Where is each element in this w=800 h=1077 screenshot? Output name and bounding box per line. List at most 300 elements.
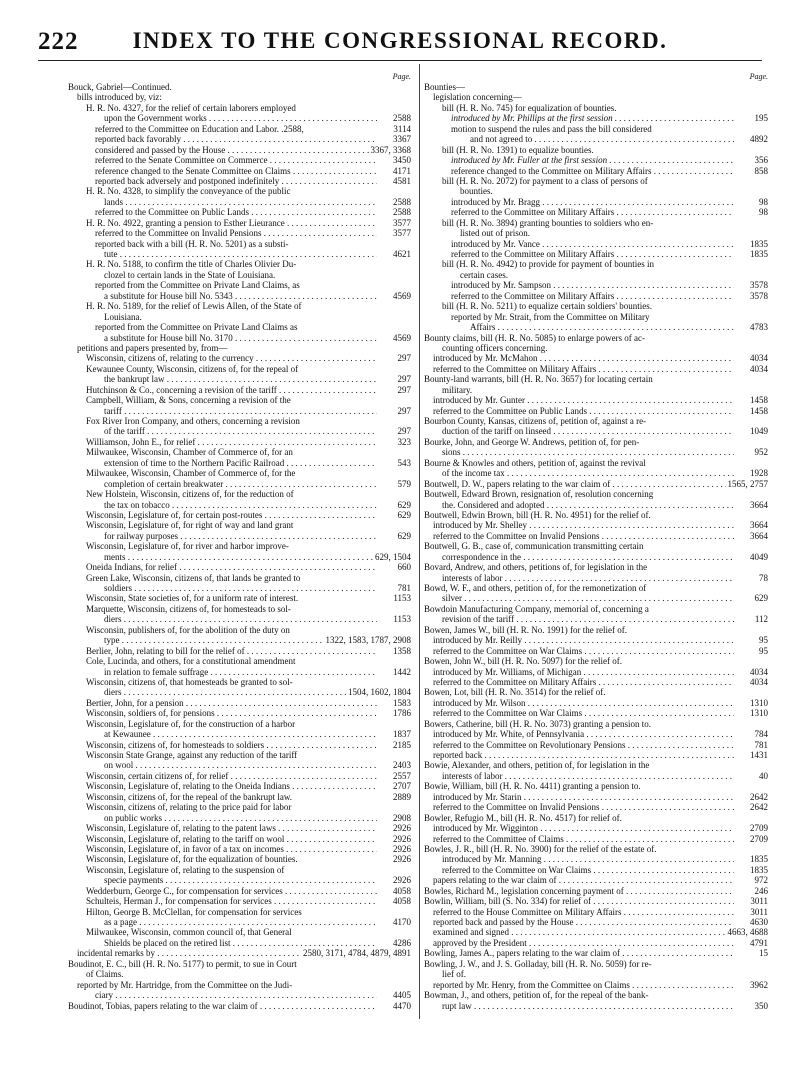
index-line [68,771,411,781]
index-line [424,687,768,697]
index-line [424,103,768,113]
index-line [68,656,411,666]
entry-text: introduced by Mr. Manning . . . [424,854,734,864]
page-reference: 4621 [393,249,411,259]
entry-text: legislation concerning— [433,92,522,103]
page-reference: 3450 [393,155,411,166]
index-line [424,510,768,520]
page-reference: 2908 [393,812,411,823]
page-reference: 629 [754,593,768,604]
page-reference: 3011 [750,896,768,907]
index-line [424,395,768,405]
page-reference: 112 [754,614,768,625]
page-reference: 1835 [750,238,768,249]
entry-text: Wisconsin, citizens of, for homesteads to soldiers . . . [68,740,377,750]
page-reference: 781 [754,739,768,750]
entry-text: Milwaukee, Wisconsin, Chamber of Commerce of, for an [86,447,293,458]
entry-text: interests of labor . . . [424,573,734,583]
index-line [68,416,411,426]
entry-text: Bowen, John W., bill (H. R. No. 5097) for the relief of. [424,656,622,667]
index-line [424,740,768,750]
entry-text: of the tariff . . . [68,426,377,436]
index-line [68,583,411,593]
entry-text: Bowdoin Manufacturing Company, memorial of, concerning a [424,603,649,614]
index-line [424,562,768,572]
entry-text: Bertier, John, for a pension . . . [68,698,377,708]
entry-text: at Kewaunee . . . [68,729,377,739]
index-line [424,698,768,708]
entry-text: Schulteis, Herman J., for compensation for services . . . [68,896,377,906]
entry-text: Bourke, John, and George W. Andrews, petition of, for pen- [424,436,640,447]
index-line [68,990,411,1000]
index-line [424,207,768,217]
index-line [68,907,411,917]
entry-text: a substitute for House bill No. 5343 . . . [68,291,377,301]
entry-text: incidental remarks by . . . [68,948,377,958]
entry-text: bill (H. R. No. 2072) for payment to a class of persons of [442,175,648,186]
page-reference: 1458 [750,405,768,416]
entry-text: petitions and papers presented by, from— [77,342,228,353]
entry-text: in relation to female suffrage . . . [68,667,377,677]
index-line [424,186,768,196]
index-line [68,385,411,395]
page-reference: 356 [754,155,768,166]
entry-text: extension of time to the Northern Pacific Railroad . . . [68,458,377,468]
page-reference: 781 [397,583,411,593]
index-line [424,646,768,656]
index-entries [68,82,411,1011]
entry-text: for railway purposes . . . [68,531,377,541]
entry-text: lief of. [442,969,466,980]
entry-text: Shields be placed on the retired list . . . [68,938,377,948]
index-line [68,520,411,530]
page-reference: 4034 [750,666,768,677]
index-line [68,343,411,353]
page-reference: 3367 [393,134,411,145]
index-line [68,259,411,269]
page-reference: 297 [397,426,411,437]
entry-text: referred to the Committee on Military Affairs . . . [424,207,734,217]
index-line [424,343,768,353]
entry-text: introduced by Mr. Wigginton . . . [424,823,734,833]
entry-text: Cole, Lucinda, and others, for a constitutional amendment [86,656,296,667]
entry-text: reported back favorably . . . [68,134,377,144]
page-reference: 4791 [750,937,768,948]
index-line [68,374,411,384]
page-reference: 1442 [393,666,411,677]
page-reference: 629 [397,499,411,510]
page-reference: 4569 [393,332,411,343]
entry-text: Wisconsin, Legislature of, for river and harbor improve- [86,541,289,552]
page-reference: 2403 [393,760,411,771]
entry-text: H. R. No. 5189, for the relief of Lewis Allen, of the State of [86,301,302,312]
index-line [68,573,411,583]
entry-text: Wisconsin, Legislature of, in favor of a tax on incomes . . . [68,844,377,854]
entry-text: referred to the Committee of Claims . . . [424,834,734,844]
page-reference: 4630 [750,917,768,927]
entry-text: referred to the Committee on Military Affairs . . . [424,291,734,301]
index-line [68,447,411,457]
index-line [68,82,411,92]
index-line [68,239,411,249]
entry-text: reported by Mr. Hartridge, from the Committee on the Judi- [77,979,293,990]
index-line [68,103,411,113]
page-reference: 972 [754,875,768,886]
index-line [68,207,411,217]
entry-text: reported back and passed by the House . . . [424,917,734,927]
entry-text: reported by Mr. Henry, from the Committee on Claims . . . [424,980,734,990]
index-line [424,719,768,729]
index-line [68,834,411,844]
index-line [68,353,411,363]
index-line [68,312,411,322]
index-line [424,291,768,301]
entry-text: on wool . . . [68,760,377,770]
entry-text: listed out of prison. [460,228,530,239]
index-line [68,865,411,875]
page-reference: 78 [759,572,768,583]
index-line [68,541,411,551]
index-line [424,385,768,395]
page-reference: 297 [397,374,411,385]
entry-text: reported back with a bill (H. R. No. 5201) as a substi- [95,238,289,249]
entry-text: bill (H. R. No. 745) for equalization of bounties. [442,102,617,113]
index-line [424,583,768,593]
index-line [68,197,411,207]
page-reference: 1835 [750,864,768,875]
page-reference: 4405 [393,990,411,1001]
page-reference: 2588 [393,113,411,124]
page-reference: 4058 [393,896,411,907]
page-reference: 2926 [393,833,411,844]
index-line [68,635,411,645]
entry-text: papers relating to the war claim of . . . [424,875,734,885]
entry-text: Bourne & Knowles and others, petition of, against the revival [424,457,646,468]
page-reference: 579 [397,478,411,489]
index-line [424,124,768,134]
entry-text: bounties. [460,186,493,197]
entry-text: diers . . . [68,614,377,624]
page-reference: 1835 [750,249,768,259]
index-line [424,771,768,781]
entry-text: Wisconsin, citizens of, relating to the price paid for labor [86,802,292,813]
entry-text: Hutchinson & Co., concerning a revision of the tariff . . . [68,385,377,395]
entry-text: ciary . . . [68,990,377,1000]
page-reference: 1153 [393,593,411,604]
entry-text: diers . . . [68,687,377,697]
index-line [424,927,768,937]
index-line [424,520,768,530]
index-line [68,854,411,864]
page-reference: 3577 [393,217,411,228]
index-line [68,510,411,520]
index-line [424,677,768,687]
page-column-label: Page. [392,72,411,81]
index-line [68,280,411,290]
entry-text: reported from the Committee on Private Land Claims, as [95,280,300,291]
index-line [68,614,411,624]
entry-text: Bowling, J. W., and J. S. Golladay, bill (H. R. No. 5059) for re- [424,958,652,969]
index-line [424,593,768,603]
entry-text: referred to the Committee on Invalid Pensions . . . [424,802,734,812]
index-line [424,552,768,562]
entry-text: Boutwell, Edward Brown, resignation of, resolution concerning [424,489,654,500]
index-line [68,917,411,927]
entry-text: Wisconsin State Grange, against any reduction of the tariff [86,750,298,760]
entry-text: referred to the Committee on Invalid Pensions . . . [424,531,734,541]
entry-text: Bounty claims, bill (H. R. No. 5085) to enlarge powers of ac- [424,332,646,343]
entry-text: introduced by Mr. Phillips at the first session . . . [424,113,734,123]
index-line [68,948,411,958]
entry-text: Campbell, William, & Sons, concerning a revision of the [86,395,291,406]
page-reference: 4783 [750,322,768,333]
page-reference: 3114 [393,123,411,134]
page-reference: 1153 [393,614,411,625]
entry-text: Bowd, W. F., and others, petition of, for the remonetization of [424,583,647,593]
page-reference: 2557 [393,770,411,781]
entry-text: referred to the Committee on War Claims . . . [424,708,734,718]
index-line [68,249,411,259]
index-line [68,479,411,489]
entry-text: Wisconsin, citizens of, that homesteads be granted to sol- [86,676,293,687]
index-line [424,1001,768,1011]
entry-text: silver . . . [424,593,734,603]
page-column-label: Page. [749,72,768,81]
entry-text: Wisconsin, certain citizens of, for relief . . . [68,771,377,781]
page-reference: 297 [397,384,411,395]
entry-text: Wisconsin, Legislature of, for the construction of a harbor [86,718,296,729]
index-line [424,239,768,249]
entry-text: introduced by Mr. Williams, of Michigan . . . [424,667,734,677]
entry-text: Milwaukee, Wisconsin, common council of, that General [86,927,292,938]
index-line [424,886,768,896]
page-reference: 4286 [393,937,411,948]
entry-text: approved by the President . . . [424,938,734,948]
page-reference: 2707 [393,781,411,792]
entry-text: revision of the tariff . . . [424,614,734,624]
page-reference: 858 [754,165,768,176]
index-line [424,875,768,885]
page-reference: 40 [759,770,768,781]
index-line [424,854,768,864]
column-divider [419,64,420,1019]
index-line [424,92,768,102]
entry-text: a substitute for House bill No. 3170 . . . [68,333,377,343]
page-reference: 4049 [750,551,768,562]
page-reference: 1583 [393,697,411,708]
entry-text: Berlier, John, relating to bill for the relief of . . . [68,646,377,656]
page-reference: 350 [754,1000,768,1011]
entry-text: Bounties— [424,82,466,92]
entry-text: soldiers . . . [68,583,377,593]
index-line [68,134,411,144]
entry-text: the bankrupt law . . . [68,374,377,384]
index-line [68,781,411,791]
page-reference: 323 [397,436,411,447]
entry-text: the tax on tobacco . . . [68,500,377,510]
page-reference: 1786 [393,708,411,719]
entry-text: referred to the Committee on Revolutionary Pensions . . . [424,740,734,750]
page-reference: 1458 [750,395,768,406]
page-reference: 3664 [750,530,768,541]
index-line [68,844,411,854]
entry-text: reported back adversely and postponed indefinitely . . . [68,176,377,186]
index-line [68,750,411,760]
page-reference: 2926 [393,854,411,865]
entry-text: Wisconsin, State societies of, for a uniform rate of interest. [86,593,299,604]
index-line [68,1001,411,1011]
page-reference: 3577 [393,228,411,239]
entry-text: Boutwell, D. W., papers relating to the war claim of . . . [424,479,734,489]
index-line [424,573,768,583]
entry-text: Affairs . . . [424,322,734,332]
page-reference: 1322, 1583, 1787, 2908 [325,635,411,646]
index-line [68,124,411,134]
entry-text: Bowen, Lot, bill (H. R. No. 3514) for the relief of. [424,687,606,698]
entry-text: duction of the tariff on linseed . . . [424,426,734,436]
index-line [68,322,411,332]
page-reference: 3578 [750,290,768,301]
entry-text: reference changed to the Committee on Military Affairs . . . [424,166,734,176]
index-line [424,447,768,457]
entry-text: introduced by Mr. Vance . . . [424,239,734,249]
index-line [68,740,411,750]
left-column [68,72,411,1011]
page-reference: 1310 [750,697,768,708]
index-line [424,907,768,917]
index-line [424,228,768,238]
index-line [424,479,768,489]
entry-text: specie payments . . . [68,875,377,885]
index-line [68,604,411,614]
page-reference: 2889 [393,791,411,802]
index-line [68,813,411,823]
index-line [424,656,768,666]
page-reference: 1049 [750,426,768,437]
index-line [424,604,768,614]
index-line [68,426,411,436]
entry-text: Wisconsin, soldiers of, for pensions . . . [68,708,377,718]
entry-text: examined and signed . . . [424,927,734,937]
index-line [424,844,768,854]
page-reference: 195 [754,113,768,124]
index-line [68,270,411,280]
entry-text: introduced by Mr. McMahon . . . [424,353,734,363]
entry-text: sions . . . [424,447,734,457]
page-reference: 1835 [750,854,768,865]
index-line [424,834,768,844]
page-reference: 1358 [393,645,411,656]
entry-text: referred to the Committee on Military Affairs . . . [424,364,734,374]
entry-text: referred to the Committee on Invalid Pensions . . . [68,228,377,238]
page-header [38,18,762,58]
index-line [424,82,768,92]
entry-text: Bouck, Gabriel—Continued. [68,82,172,92]
index-line [424,917,768,927]
page-reference: 4034 [750,676,768,687]
entry-text: Kewaunee County, Wisconsin, citizens of, for the repeal of [86,363,299,374]
index-line [424,155,768,165]
entry-text: Bowling, James A., papers relating to the war claim of . . . [424,948,734,958]
index-line [424,406,768,416]
page-reference: 3962 [750,979,768,990]
index-line [424,259,768,269]
entry-text: Hilton, George B. McClellan, for compensation for services [86,906,302,917]
entry-text: introduced by Mr. White, of Pennsylvania . . . [424,729,734,739]
entry-text: Bowie, William, bill (H. R. No. 4411) granting a pension to. [424,781,641,792]
index-line [68,406,411,416]
page-reference: 4170 [393,917,411,927]
index-line [68,291,411,301]
index-line [424,802,768,812]
page-reference: 95 [759,635,768,646]
page-reference: 2642 [750,791,768,802]
index-line [68,437,411,447]
page-reference: 629 [397,509,411,520]
index-line [68,531,411,541]
entry-text: Bowler, Refugio M., bill (H. R. No. 4517) for relief of. [424,812,622,823]
entry-text: reported from the Committee on Private Land Claims as [95,322,298,333]
page-reference: 1310 [750,708,768,719]
entry-text: interests of labor . . . [424,771,734,781]
index-line [68,176,411,186]
index-line [68,458,411,468]
index-line [68,886,411,896]
page-reference: 4892 [750,134,768,145]
page-reference: 297 [397,353,411,364]
entry-text: upon the Government works . . . [68,113,377,123]
page-number: 222 [38,28,79,55]
page-reference: 660 [397,562,411,573]
entry-text: Wisconsin, publishers of, for the abolition of the duty on [86,624,290,635]
index-line [68,792,411,802]
entry-text: H. R. No. 4922, granting a pension to Esther Lieurance . . . [68,218,377,228]
index-line [68,364,411,374]
index-line [424,301,768,311]
index-line [424,489,768,499]
index-line [424,896,768,906]
entry-text: referred to the House Committee on Military Affairs . . . [424,907,734,917]
index-line [424,270,768,280]
page-title: INDEX TO THE CONGRESSIONAL RECORD. [132,28,668,53]
entry-text: rupt law . . . [424,1001,734,1011]
page-reference: 246 [754,885,768,896]
index-line [424,197,768,207]
page-reference: 4034 [750,363,768,374]
index-line [424,969,768,979]
page-reference: 2709 [750,833,768,844]
entry-text: Williamson, John E., for relief . . . [68,437,377,447]
index-line [68,395,411,405]
entry-text: referred to the Committee on Education and Labor. .2588, [95,123,304,134]
index-line [424,249,768,259]
entry-text: tariff . . . [68,406,377,416]
entry-text: lands . . . [68,197,377,207]
index-line [424,374,768,384]
index-line [424,760,768,770]
index-line [424,541,768,551]
entry-text: bill (H. R. No. 5211) to equalize certain soldiers' bounties. [442,301,652,312]
entry-text: Boudinot, Tobias, papers relating to the war claim of . . . [68,1001,377,1011]
entry-text: bill (H. R. No. 4942) to provide for payment of bounties in [442,259,654,270]
index-line [424,614,768,624]
index-line [68,468,411,478]
entry-text: Bowles, J. R., bill (H. R. No. 3900) for the relief of the estate of. [424,843,657,854]
entry-text: H. R. No. 5188, to confirm the title of Charles Olivier Du- [86,259,297,270]
page-reference: 98 [759,207,768,218]
index-line [68,186,411,196]
index-line [424,750,768,760]
